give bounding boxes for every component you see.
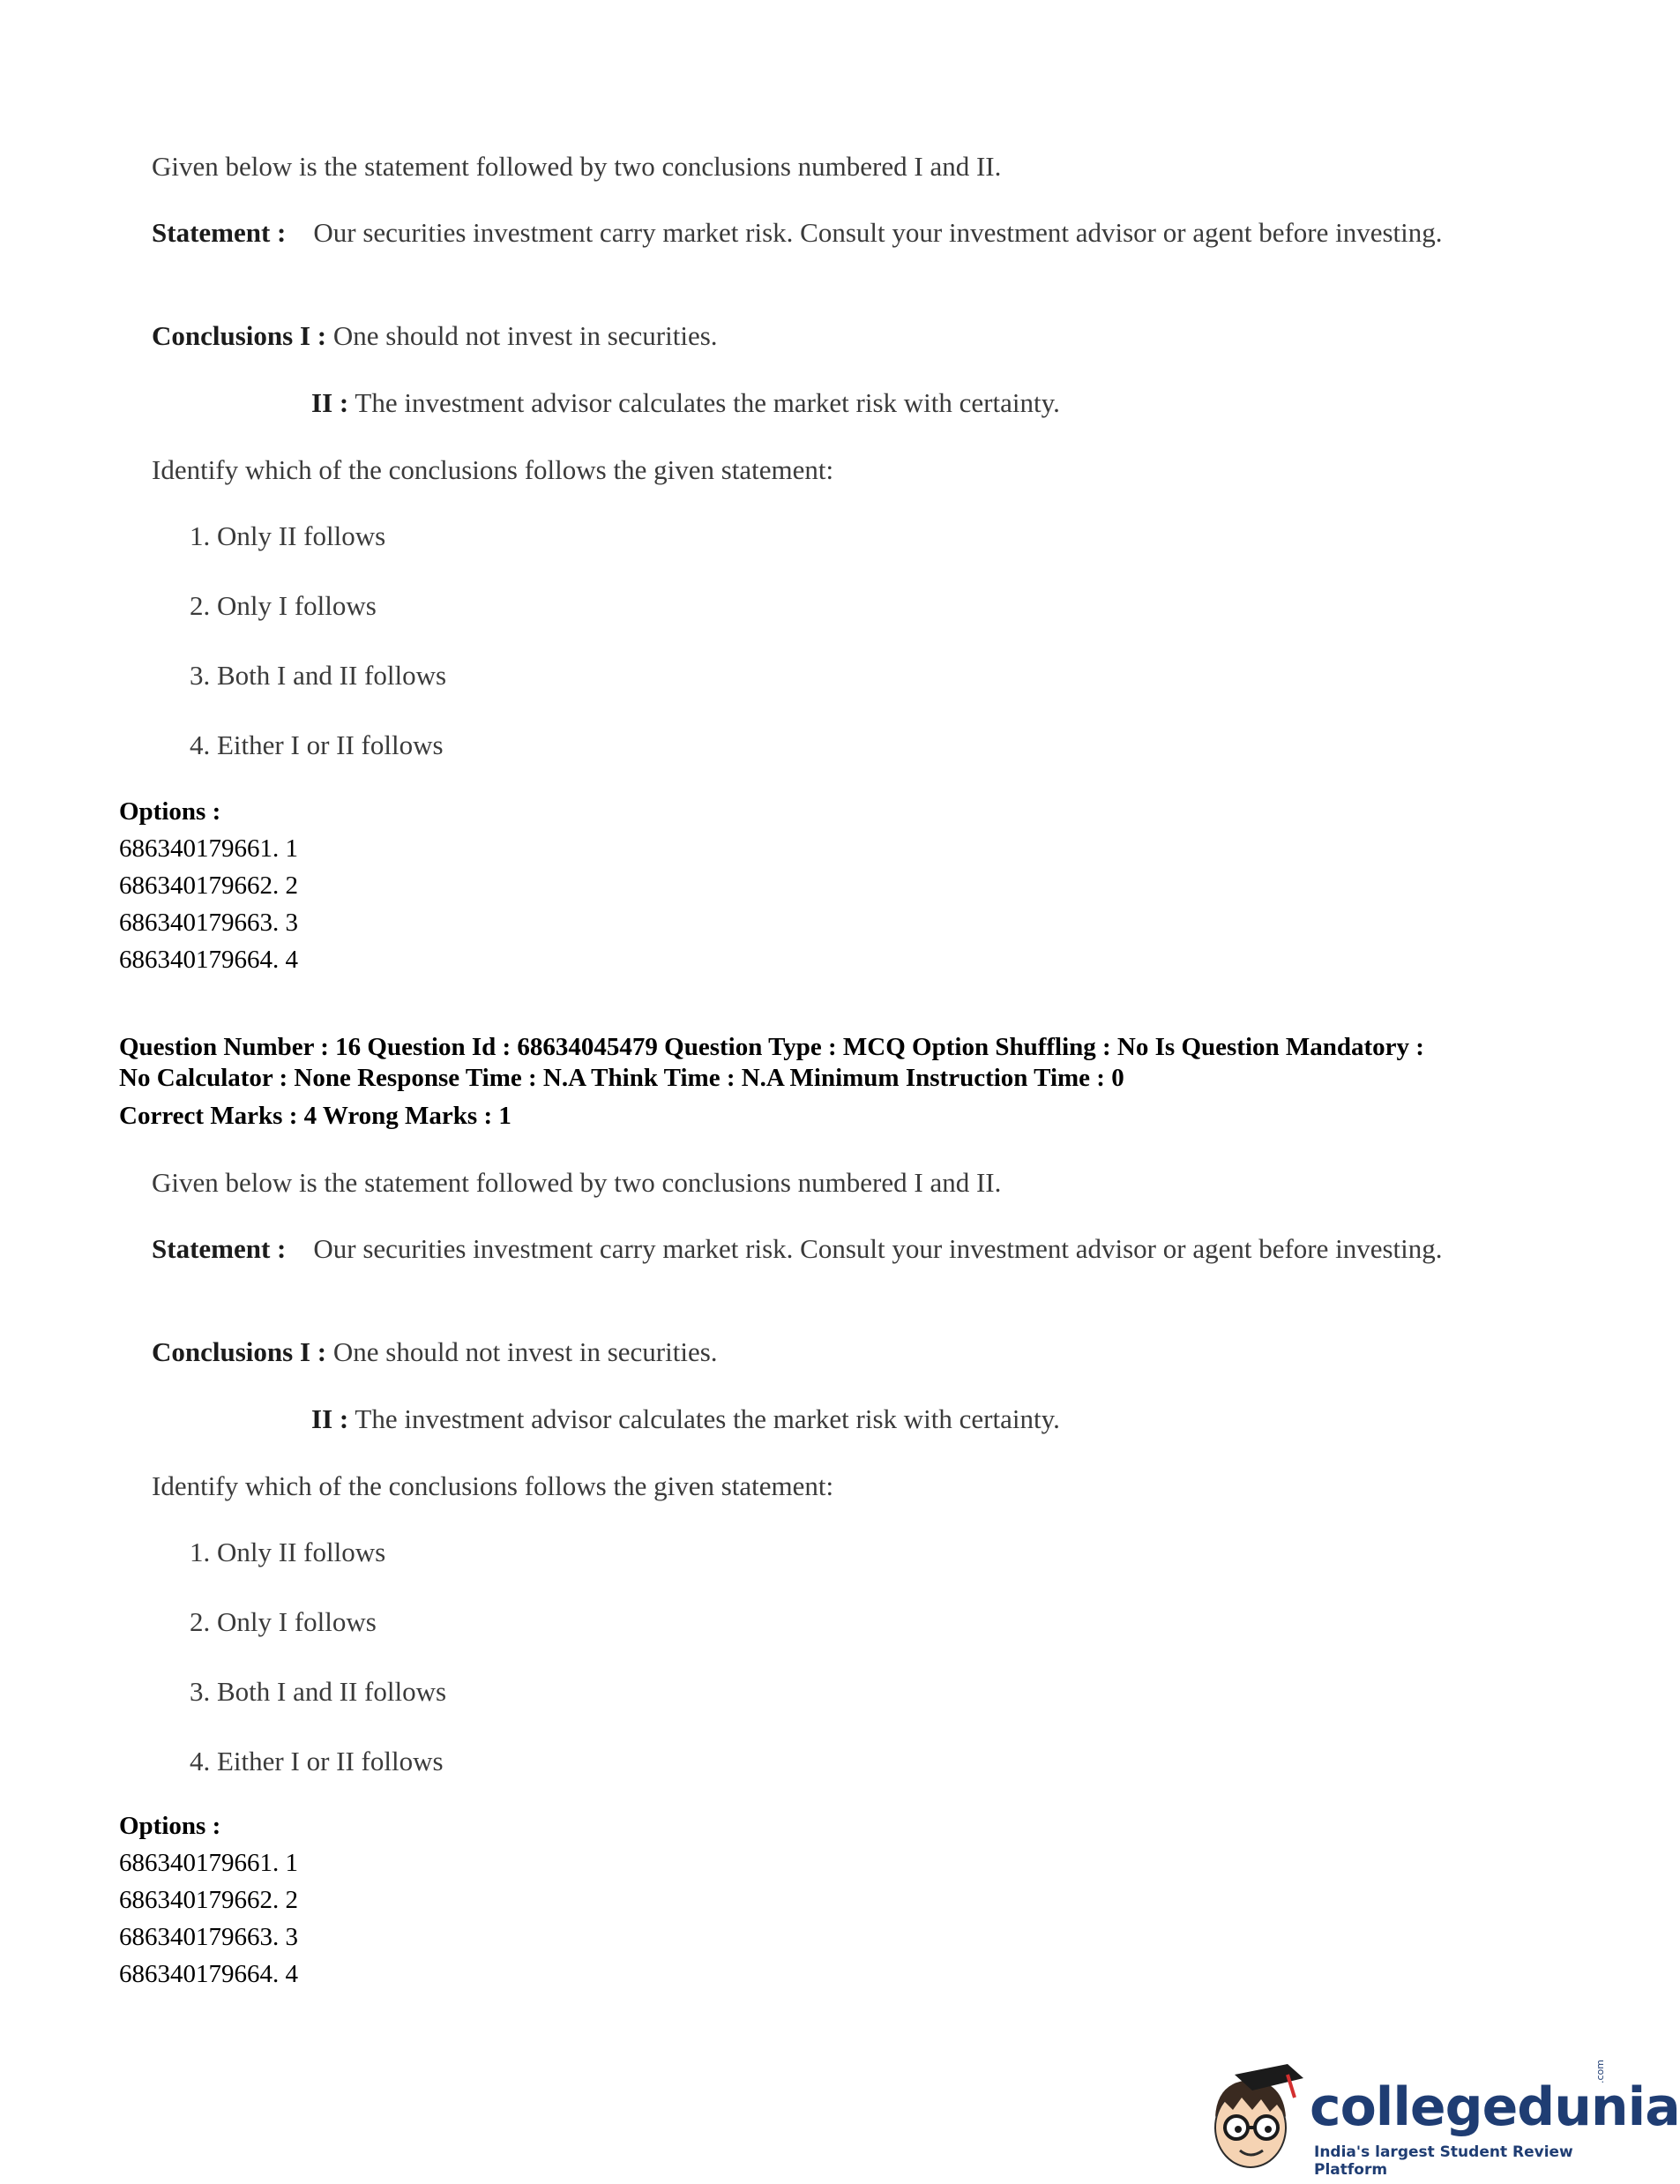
choice-item: 3. Both I and II follows <box>190 1676 447 1707</box>
option-item: 686340179664. 4 <box>119 946 298 974</box>
conclusion-1 <box>152 1334 1510 1370</box>
choice-item: 2. Only I follows <box>190 1606 377 1637</box>
statement <box>152 214 1510 251</box>
choice-item: 1. Only II follows <box>190 1537 386 1567</box>
conclusion-2 <box>311 385 1458 421</box>
option-item: 686340179662. 2 <box>119 871 298 900</box>
question-intro: Given below is the statement followed by two conclusions numbered I and II. <box>152 151 1002 182</box>
option-item: 686340179661. 1 <box>119 1849 298 1877</box>
mascot-icon <box>1199 2055 1310 2179</box>
conclusion-2-label: II : <box>311 1403 349 1434</box>
conclusion-2-text: The investment advisor calculates the market risk with certainty. <box>355 387 1060 418</box>
marks-line: Correct Marks : 4 Wrong Marks : 1 <box>119 1102 511 1130</box>
options-heading: Options : <box>119 1812 221 1840</box>
conclusion-1-label: Conclusions I : <box>152 320 327 351</box>
choice-item: 4. Either I or II follows <box>190 1746 444 1776</box>
question-intro: Given below is the statement followed by two conclusions numbered I and II. <box>152 1167 1002 1198</box>
question-meta <box>119 1032 1530 1094</box>
option-item: 686340179664. 4 <box>119 1960 298 1988</box>
choice-item: 1. Only II follows <box>190 520 386 551</box>
option-item: 686340179662. 2 <box>119 1886 298 1914</box>
options-heading: Options : <box>119 797 221 826</box>
conclusion-1-text: One should not invest in securities. <box>332 320 718 351</box>
option-item: 686340179661. 1 <box>119 834 298 863</box>
question-meta-line-1: Question Number : 16 Question Id : 68634045479 Question Type : MCQ Option Shuffling : No Is Question Mandatory : <box>119 1033 1424 1061</box>
option-item: 686340179663. 3 <box>119 909 298 937</box>
choice-item: 3. Both I and II follows <box>190 660 447 691</box>
logo-domain-suffix: .com <box>1594 2060 1606 2083</box>
question-meta-line-2: No Calculator : None Response Time : N.A Think Time : N.A Minimum Instruction Time : 0 <box>119 1064 1124 1092</box>
collegedunia-logo <box>1199 2055 1680 2179</box>
conclusion-1 <box>152 318 1510 354</box>
statement-text: Our securities investment carry market risk. Consult your investment advisor or agent before investing. <box>313 1233 1443 1264</box>
conclusion-2-text: The investment advisor calculates the market risk with certainty. <box>355 1403 1060 1434</box>
statement-label: Statement : <box>152 1233 287 1264</box>
statement-label: Statement : <box>152 217 287 248</box>
conclusion-2 <box>311 1401 1458 1437</box>
logo-tagline: India's largest Student Review Platform <box>1314 2143 1573 2179</box>
logo-wordmark: collegedunia <box>1310 2076 1680 2138</box>
choice-item: 4. Either I or II follows <box>190 729 444 760</box>
question-prompt: Identify which of the conclusions follows the given statement: <box>152 454 834 485</box>
statement-text: Our securities investment carry market risk. Consult your investment advisor or agent before investing. <box>313 217 1443 248</box>
conclusion-1-label: Conclusions I : <box>152 1336 327 1367</box>
question-prompt: Identify which of the conclusions follows the given statement: <box>152 1470 834 1501</box>
conclusion-2-label: II : <box>311 387 349 418</box>
option-item: 686340179663. 3 <box>119 1923 298 1951</box>
statement <box>152 1230 1510 1267</box>
choice-item: 2. Only I follows <box>190 590 377 621</box>
conclusion-1-text: One should not invest in securities. <box>332 1336 718 1367</box>
